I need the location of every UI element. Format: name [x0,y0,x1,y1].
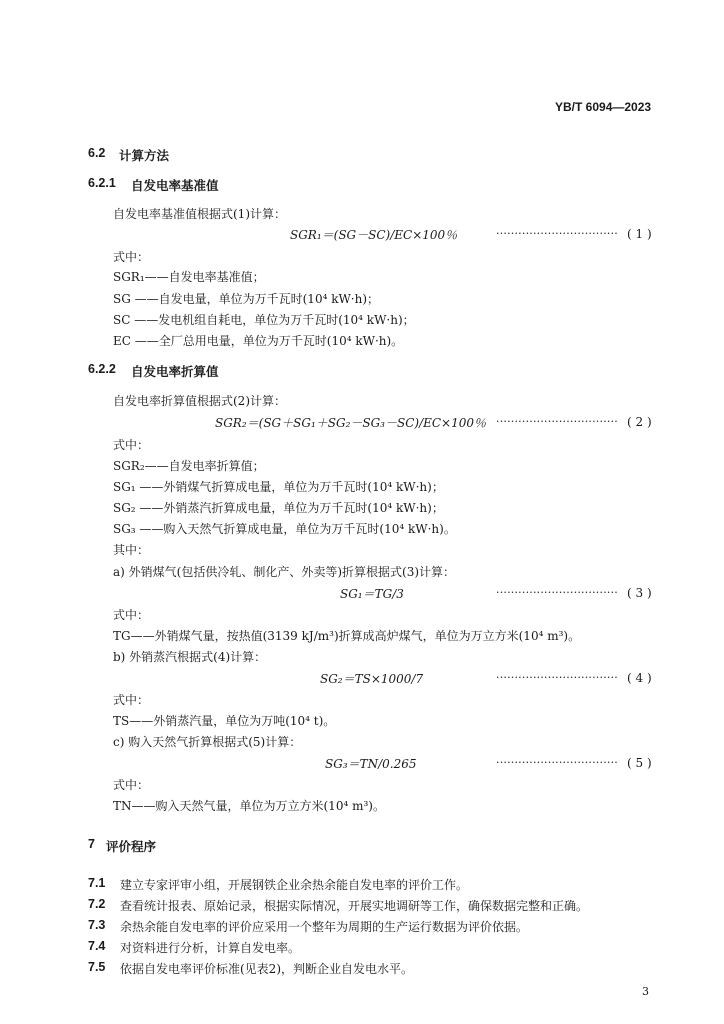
item-c: c) 购入天然气折算根据式(5)计算： [113,735,302,749]
definition-line: SGR₁——自发电率基准值； [113,270,265,284]
definition-line: TS——外销蒸汽量，单位为万吨(10⁴ t)。 [113,714,336,728]
clause-text: 建立专家评审小组，开展钢铁企业余热余能自发电率的评价工作。 [120,878,469,892]
formula-5: SG₃＝TN/0.265 [325,757,417,771]
formula-4: SG₂＝TS×1000/7 [320,672,424,686]
formula-3: SG₁＝TG/3 [340,587,404,601]
clause-number: 7.3 [88,918,106,932]
section-6-2-1-number: 6.2.1 [88,176,116,190]
formula-5-number: ( 5 ) [627,756,652,770]
among-label: 其中： [113,543,150,557]
formula-1: SGR₁＝(SG－SC)/EC×100％ [290,228,458,242]
section-7-title: 评价程序 [106,840,157,854]
definition-line: TN——购入天然气量，单位为万立方米(10⁴ m³)。 [113,799,385,813]
definition-line: SGR₂——自发电率折算值； [113,459,265,473]
formula-3-leader: ································· [496,586,618,599]
where-label: 式中： [113,438,150,452]
clause-number: 7.5 [88,960,106,974]
formula-4-leader: ································· [496,671,618,684]
clause-number: 7.1 [88,876,106,890]
formula-5-leader: ································· [496,756,618,769]
item-a: a) 外销煤气(包括供冷轧、制化产、外卖等)折算根据式(3)计算： [113,565,456,579]
section-6-2-2-title: 自发电率折算值 [131,365,219,379]
formula-1-leader: ································· [496,227,618,240]
definition-line: SG₃ ——购入天然气折算成电量，单位为万千瓦时(10⁴ kW·h)。 [113,522,456,536]
clause-text: 依据自发电率评价标准(见表2)，判断企业自发电水平。 [120,962,414,976]
formula-2-number: ( 2 ) [627,415,652,429]
formula-2: SGR₂＝(SG＋SG₁＋SG₂－SG₃－SC)/EC×100％ [215,416,487,430]
clause-number: 7.4 [88,939,106,953]
where-label: 式中： [113,693,150,707]
clause-text: 余热余能自发电率的评价应采用一个整年为周期的生产运行数据为评价依据。 [120,920,529,934]
section-6-2-number: 6.2 [88,146,106,160]
where-label: 式中： [113,608,150,622]
formula-2-leader: ································· [496,415,618,428]
where-label: 式中： [113,250,150,264]
formula-3-number: ( 3 ) [627,586,652,600]
definition-line: SG ——自发电量，单位为万千瓦时(10⁴ kW·h)； [113,292,380,306]
clause-number: 7.2 [88,897,106,911]
formula-1-number: ( 1 ) [627,227,652,241]
formula-4-number: ( 4 ) [627,671,652,685]
definition-line: EC ——全厂总用电量，单位为万千瓦时(10⁴ kW·h)。 [113,334,404,348]
item-b: b) 外销蒸汽根据式(4)计算： [113,650,267,664]
clause-text: 对资料进行分析，计算自发电率。 [120,941,301,955]
section-6-2-2-number: 6.2.2 [88,362,116,376]
standard-number: YB/T 6094—2023 [555,100,652,114]
section-6-2-1-title: 自发电率基准值 [131,179,219,193]
formula-2-intro: 自发电率折算值根据式(2)计算： [113,394,286,408]
section-6-2-title: 计算方法 [119,149,170,163]
definition-line: SG₂ ——外销蒸汽折算成电量，单位为万千瓦时(10⁴ kW·h)； [113,501,444,515]
clause-text: 查看统计报表、原始记录，根据实际情况，开展实地调研等工作，确保数据完整和正确。 [120,899,589,913]
definition-line: TG——外销煤气量，按热值(3139 kJ/m³)折算成高炉煤气，单位为万立方米(10⁴ m³)。 [113,629,581,643]
definition-line: SC ——发电机组自耗电，单位为万千瓦时(10⁴ kW·h)； [113,313,415,327]
section-7-number: 7 [88,837,95,851]
page-number: 3 [642,985,649,998]
definition-line: SG₁ ——外销煤气折算成电量，单位为万千瓦时(10⁴ kW·h)； [113,480,444,494]
formula-1-intro: 自发电率基准值根据式(1)计算： [113,207,286,221]
where-label: 式中： [113,778,150,792]
